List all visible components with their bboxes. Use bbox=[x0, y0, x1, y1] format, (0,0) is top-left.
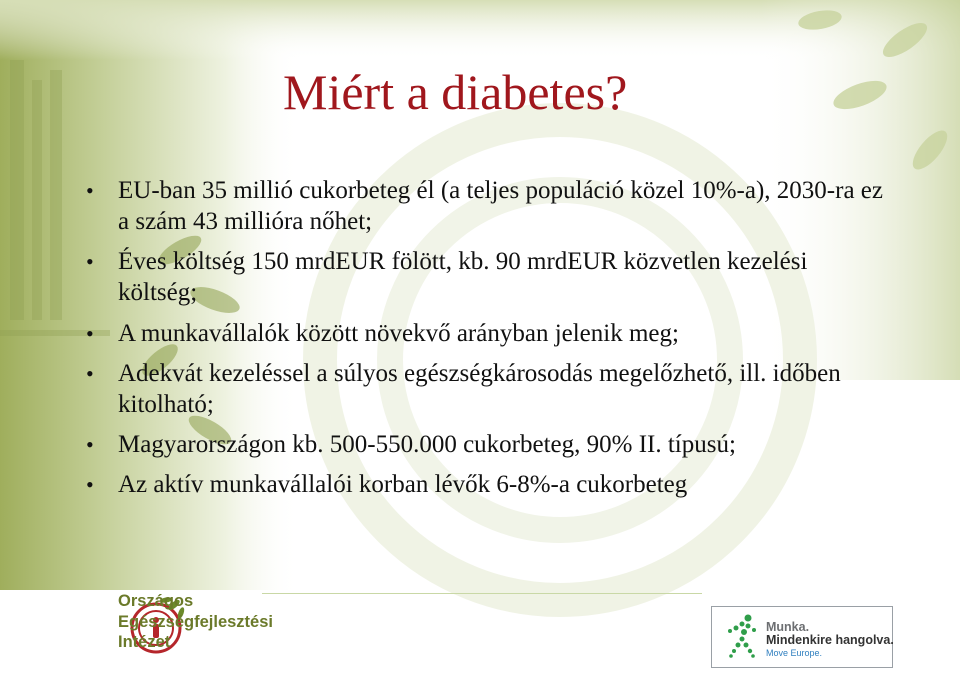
munka-line3: Move Europe. bbox=[766, 648, 823, 658]
bullet-dot: • bbox=[86, 321, 94, 346]
list-item bbox=[86, 175, 886, 237]
bullet-dot: • bbox=[86, 361, 94, 386]
list-item bbox=[86, 358, 886, 420]
list-item bbox=[86, 318, 886, 349]
list-item bbox=[86, 246, 886, 308]
bullet-list bbox=[86, 175, 886, 500]
bullet-text: EU-ban 35 millió cukorbeteg él (a teljes populáció közel 10%-a), 2030-ra ez a szám 43 millióra nőhet; bbox=[118, 177, 883, 235]
munka-line1: Munka. bbox=[766, 620, 810, 634]
oefi-line: Egészségfejlesztési bbox=[118, 612, 273, 631]
page-title: Miért a diabetes? bbox=[283, 64, 628, 120]
oefi-line: Országos bbox=[118, 592, 194, 610]
list-item bbox=[86, 429, 886, 460]
oefi-logo-text bbox=[118, 591, 273, 653]
bullet-text: Magyarországon kb. 500-550.000 cukorbeteg, 90% II. típusú; bbox=[118, 431, 736, 458]
bullet-text: Éves költség 150 mrdEUR fölött, kb. 90 mrdEUR közvetlen kezelési költség; bbox=[118, 248, 808, 306]
bullet-dot: • bbox=[86, 432, 94, 457]
bullet-dot: • bbox=[86, 178, 94, 203]
footer-divider bbox=[262, 593, 702, 594]
bullet-text: A munkavállalók között növekvő arányban jelenik meg; bbox=[118, 320, 679, 347]
bullet-dot: • bbox=[86, 249, 94, 274]
list-item bbox=[86, 469, 886, 500]
figure-dots-icon bbox=[722, 612, 762, 662]
bullet-dot: • bbox=[86, 472, 94, 497]
bullet-text: Az aktív munkavállalói korban lévők 6-8%-a cukorbeteg bbox=[118, 471, 688, 498]
bullet-text: Adekvát kezeléssel a súlyos egészségkárosodás megelőzhető, ill. időben kitolható; bbox=[118, 360, 841, 418]
oefi-line: Intézet bbox=[118, 633, 171, 651]
munka-logo bbox=[711, 606, 893, 668]
munka-line2: Mindenkire hangolva. bbox=[766, 633, 894, 647]
